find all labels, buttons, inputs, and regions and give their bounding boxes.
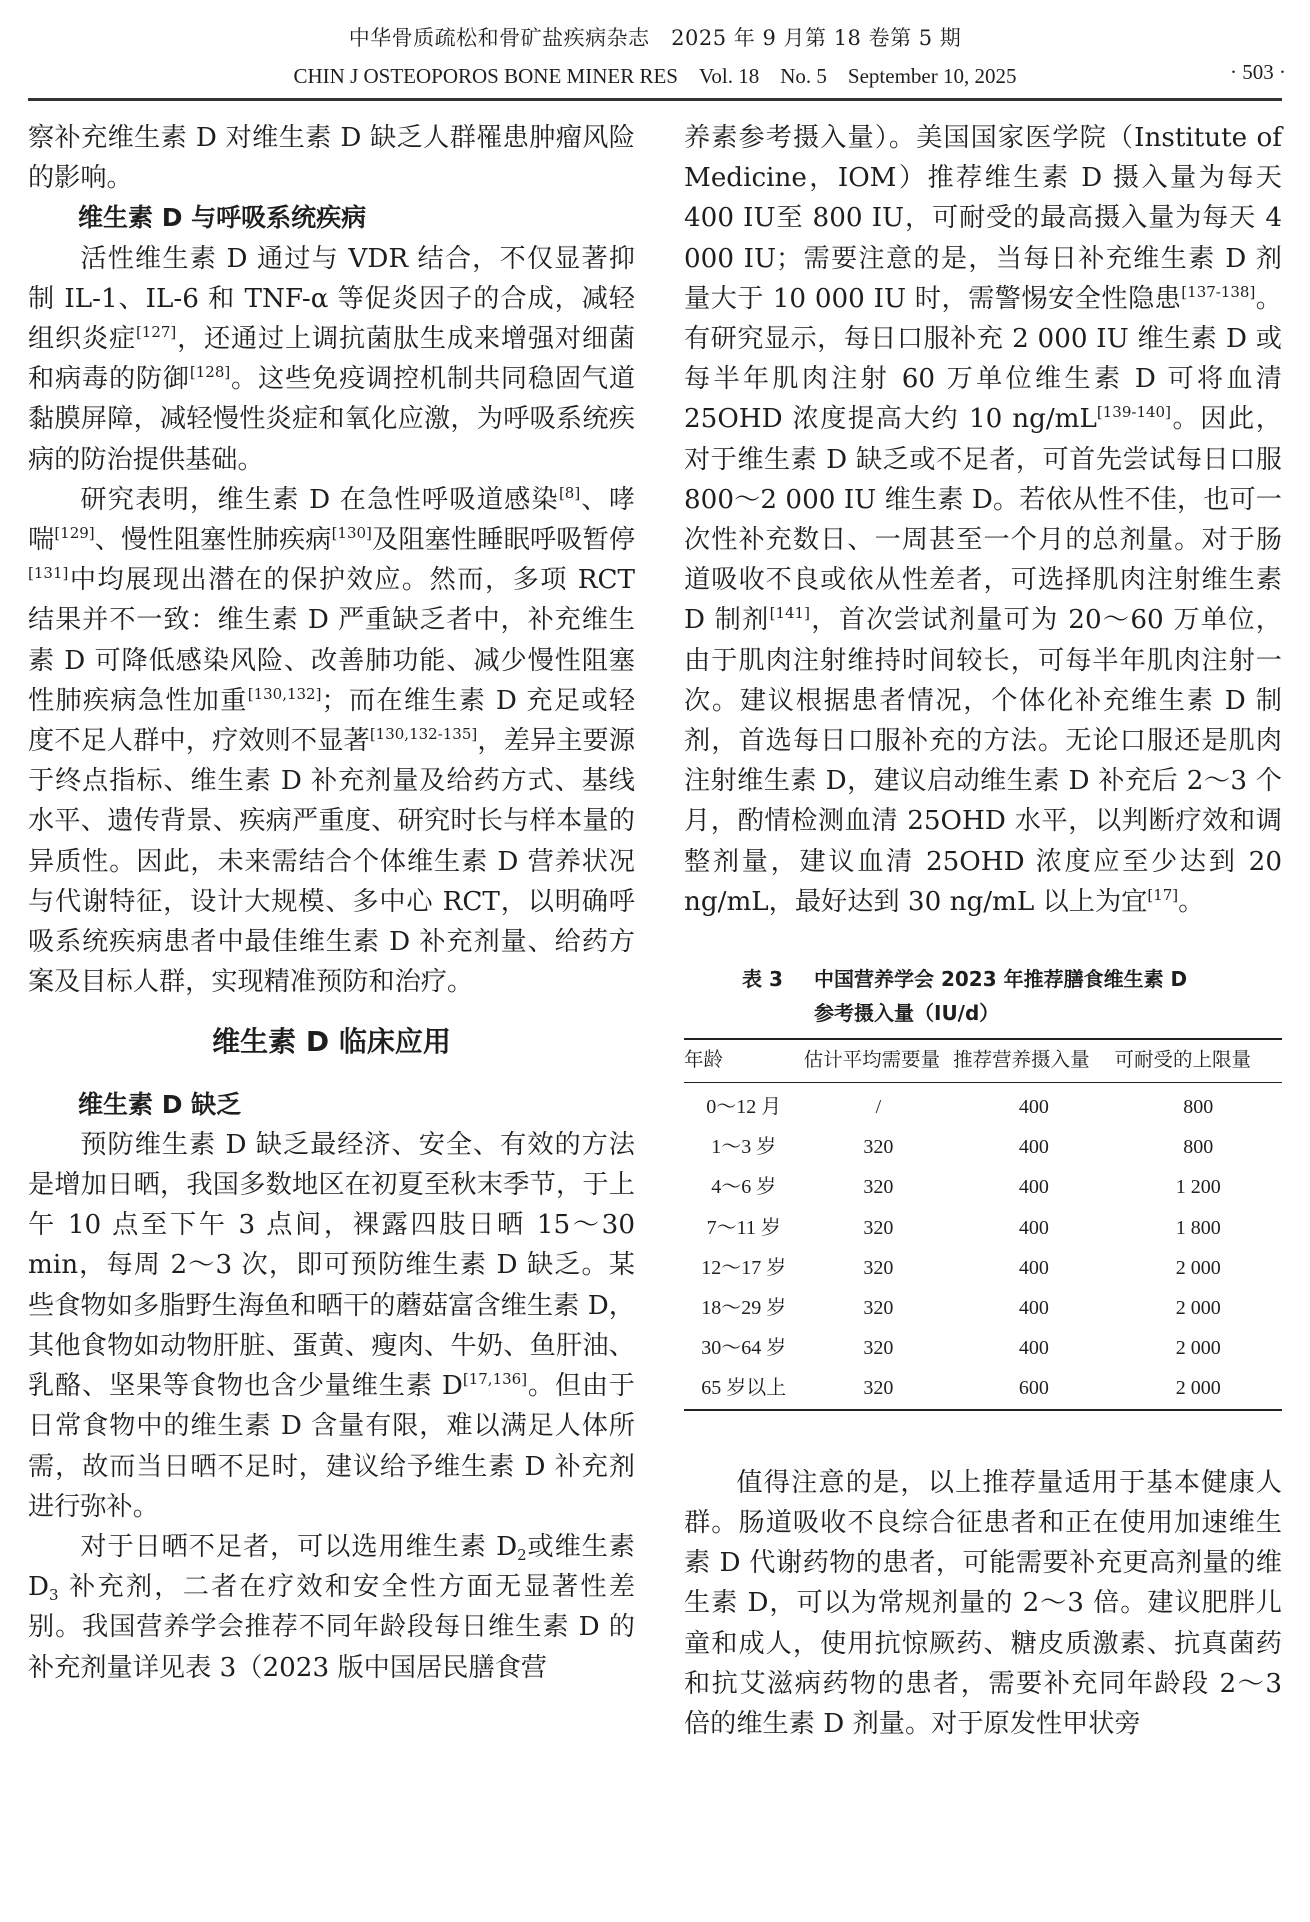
text: 补充剂，二者在疗效和安全性方面无显著性差别。我国营养学会推荐不同年龄段每日维生素 D 的补充剂量详见表 3（2023 版中国居民膳食营 — [28, 1572, 635, 1683]
citation[interactable]: [17,136] — [462, 1370, 528, 1389]
citation[interactable]: [130] — [331, 524, 372, 543]
table-caption — [684, 962, 1282, 1030]
cell-age: 18～29 岁 — [701, 1297, 787, 1320]
cell-age: 7～11 岁 — [706, 1216, 781, 1239]
cell-rni: 400 — [1018, 1096, 1049, 1119]
cell-age: 1～3 岁 — [711, 1136, 777, 1159]
paragraph — [28, 239, 635, 480]
cell-rni: 600 — [1018, 1377, 1049, 1400]
citation[interactable]: [130,132-135] — [369, 725, 478, 744]
table-row — [684, 1167, 1282, 1207]
table-row — [684, 1368, 1282, 1409]
header-rule — [28, 98, 1282, 101]
text: ，还通过上调抗菌肽生成来增强对细菌和病毒的防御 — [28, 324, 636, 395]
text: 及阻塞性睡眠呼吸暂停 — [371, 525, 636, 556]
journal-title-en: CHIN J OSTEOPOROS BONE MINER RES Vol. 18 No. 5 September 10, 2025 — [293, 64, 1017, 88]
text: 养素参考摄入量）。美国国家医学院（Institute of Medicine，IOM）推荐维生素 D 摄入量为每天 400 IU至 800 IU，可耐受的最高摄入量为每天 4 000 IU；需要注意的是，当每日补充维生素 D 剂量大于 10 000 IU 时，需警惕安全性隐患 — [684, 123, 1282, 314]
cell-ear: 320 — [863, 1256, 894, 1279]
cell-ul: 2 000 — [1175, 1297, 1221, 1320]
subscript: 3 — [49, 1586, 59, 1605]
table-number: 表 3 — [742, 967, 783, 992]
cell-ul: 2 000 — [1175, 1337, 1221, 1360]
text: 预防维生素 D 缺乏最经济、安全、有效的方法是增加日晒，我国多数地区在初夏至秋末季节，于上午 10 点至下午 3 点间，裸露四肢日晒 15～30 min，每周 2～3 次，即可预防维生素 D 缺乏。某些食物如多脂野生海鱼和晒干的蘑菇富含维生素 D，其他食物如动物肝脏、蛋黄、瘦肉、牛奶、鱼肝油、乳酪、坚果等食物也含少量维生素 D — [28, 1129, 635, 1402]
cell-rni: 400 — [1018, 1337, 1049, 1360]
cell-ear: 320 — [863, 1377, 894, 1400]
left-column — [28, 118, 635, 1688]
text: 。这些免疫调控机制共同稳固气道黏膜屏障，减轻慢性炎症和氧化应激，为呼吸系统疾病的防治提供基础。 — [28, 364, 636, 475]
cell-rni: 400 — [1018, 1297, 1049, 1320]
citation[interactable]: [139-140] — [1096, 403, 1171, 422]
text: 察补充维生素 D 对维生素 D 缺乏人群罹患肿瘤风险的影响。 — [28, 123, 635, 194]
cell-age: 0～12 月 — [706, 1096, 782, 1119]
citation[interactable]: [8] — [558, 483, 581, 502]
right-column — [684, 118, 1282, 1744]
table-3 — [684, 962, 1282, 1411]
cell-ear: 320 — [863, 1337, 894, 1360]
citation[interactable]: [141] — [769, 604, 810, 623]
cell-ul: 1 800 — [1175, 1216, 1221, 1239]
page-number: · 503 · — [1230, 60, 1286, 84]
cell-rni: 400 — [1018, 1256, 1049, 1279]
text: 研究表明，维生素 D 在急性呼吸道感染 — [80, 484, 559, 515]
text: 或维生素 D — [28, 1531, 635, 1603]
table-row — [684, 1328, 1282, 1368]
cell-ear: 320 — [863, 1216, 894, 1239]
text: 。 — [1178, 886, 1205, 917]
cell-age: 4～6 岁 — [711, 1176, 777, 1199]
section-heading-clinical: 维生素 D 临床应用 — [212, 1025, 451, 1059]
cell-ear: 320 — [863, 1297, 894, 1320]
paragraph — [684, 1463, 1282, 1744]
table-row — [684, 1127, 1282, 1167]
citation[interactable]: [131] — [28, 564, 69, 583]
citation[interactable]: [130,132] — [247, 684, 322, 703]
cell-ul: 2 000 — [1175, 1377, 1221, 1400]
cell-ear: / — [875, 1096, 882, 1119]
paragraph — [28, 1125, 635, 1527]
citation[interactable]: [128] — [189, 363, 231, 382]
text: 。有研究显示，每日口服补充 2 000 IU 维生素 D 或每半年肌肉注射 60 万单位维生素 D 可将血清 25OHD 浓度提高大约 10 ng/mL — [684, 283, 1282, 435]
col-header-ear: 估计平均需要量 — [803, 1049, 941, 1071]
col-header-ul: 可耐受的上限量 — [1114, 1049, 1252, 1071]
cell-ear: 320 — [863, 1136, 894, 1159]
cell-rni: 400 — [1018, 1216, 1049, 1239]
table-row — [684, 1083, 1282, 1128]
table-row — [684, 1248, 1282, 1288]
citation[interactable]: [127] — [135, 323, 177, 342]
text: 中均展现出潜在的保护效应。然而，多项 RCT 结果并不一致：维生素 D 严重缺乏者中，补充维生素 D 可降低感染风险、改善肺功能、减少慢性阻塞性肺疾病急性加重 — [28, 565, 635, 716]
citation[interactable]: [137-138] — [1181, 282, 1256, 301]
cell-ul: 2 000 — [1175, 1256, 1221, 1279]
cell-age: 12～17 岁 — [701, 1256, 787, 1279]
cell-ul: 800 — [1183, 1096, 1214, 1119]
cell-age: 65 岁以上 — [701, 1377, 787, 1400]
cell-ul: 800 — [1183, 1136, 1214, 1159]
table-title-line1: 中国营养学会 2023 年推荐膳食维生素 D — [814, 967, 1188, 992]
text: 对于日晒不足者，可以选用维生素 D — [80, 1531, 518, 1562]
cell-rni: 400 — [1018, 1176, 1049, 1199]
paragraph — [28, 480, 635, 1003]
subheading-respiratory: 维生素 D 与呼吸系统疾病 — [78, 203, 367, 233]
cell-age: 30～64 岁 — [701, 1337, 787, 1360]
paragraph — [28, 1527, 635, 1688]
text: 。因此，对于维生素 D 缺乏或不足者，可首先尝试每日口服 800～2 000 IU 维生素 D。若依从性不佳，也可一次性补充数日、一周甚至一个月的总剂量。对于肠道吸收不良或依从性差者，可选择肌肉注射维生素 D 制剂 — [684, 404, 1282, 636]
subscript: 2 — [517, 1545, 527, 1564]
col-header-rni: 推荐营养摄入量 — [953, 1049, 1090, 1071]
citation[interactable]: [17] — [1147, 885, 1179, 904]
paragraph — [28, 118, 635, 198]
text: 活性维生素 D 通过与 VDR 结合，不仅显著抑制 IL-1、IL-6 和 TNF-α 等促炎因子的合成，减轻组织炎症 — [28, 243, 635, 355]
cell-ear: 320 — [863, 1176, 894, 1199]
table-header-row — [684, 1039, 1282, 1083]
subheading-deficiency: 维生素 D 缺乏 — [78, 1089, 242, 1119]
text: 。但由于日常食物中的维生素 D 含量有限，难以满足人体所需，故而当日晒不足时，建议给予维生素 D 补充剂进行弥补。 — [28, 1371, 635, 1522]
table-row — [684, 1208, 1282, 1248]
text: 、哮喘 — [28, 484, 635, 556]
journal-title-cn: 中华骨质疏松和骨矿盐疾病杂志 2025 年 9 月第 18 卷第 5 期 — [348, 26, 962, 50]
table-row — [684, 1288, 1282, 1328]
text: ，首次尝试剂量可为 20～60 万单位，由于肌肉注射维持时间较长，可每半年肌肉注射一次。建议根据患者情况，个体化补充维生素 D 制剂，首选每日口服补充的方法。无论口服还是肌肉注射维生素 D，建议启动维生素 D 补充后 2～3 个月，酌情检测血清 25OHD 水平，以判断疗效和调整剂量，建议血清 25OHD 浓度应至少达到 20 ng/mL，最好达到 30 ng/mL 以上为宜 — [684, 605, 1282, 917]
text: ；而在维生素 D 充足或轻度不足人群中，疗效则不显著 — [28, 685, 636, 757]
citation[interactable]: [129] — [54, 524, 95, 543]
col-header-age: 年龄 — [684, 1049, 724, 1071]
text: ，差异主要源于终点指标、维生素 D 补充剂量及给药方式、基线水平、遗传背景、疾病严重度、研究时长与样本量的异质性。因此，未来需结合个体维生素 D 营养状况与代谢特征，设计大规模、多中心 RCT，以明确呼吸系统疾病患者中最佳维生素 D 补充剂量、给药方案及目标人群，实现精准预防和治疗。 — [28, 726, 636, 998]
table-title-line2: 参考摄入量（IU/d） — [814, 1001, 1000, 1026]
text: 值得注意的是，以上推荐量适用于基本健康人群。肠道吸收不良综合征患者和正在使用加速维生素 D 代谢药物的患者，可能需要补充更高剂量的维生素 D，可以为常规剂量的 2～3 倍。建议肥胖儿童和成人，使用抗惊厥药、糖皮质激素、抗真菌药和抗艾滋病药物的患者，需要补充同年龄段 2～3 倍的维生素 D 剂量。对于原发性甲状旁 — [684, 1467, 1282, 1739]
cell-rni: 400 — [1018, 1136, 1049, 1159]
dietary-reference-table — [684, 1038, 1282, 1411]
cell-ul: 1 200 — [1175, 1176, 1221, 1199]
paragraph — [684, 118, 1282, 922]
text: 、慢性阻塞性肺疾病 — [94, 525, 332, 556]
